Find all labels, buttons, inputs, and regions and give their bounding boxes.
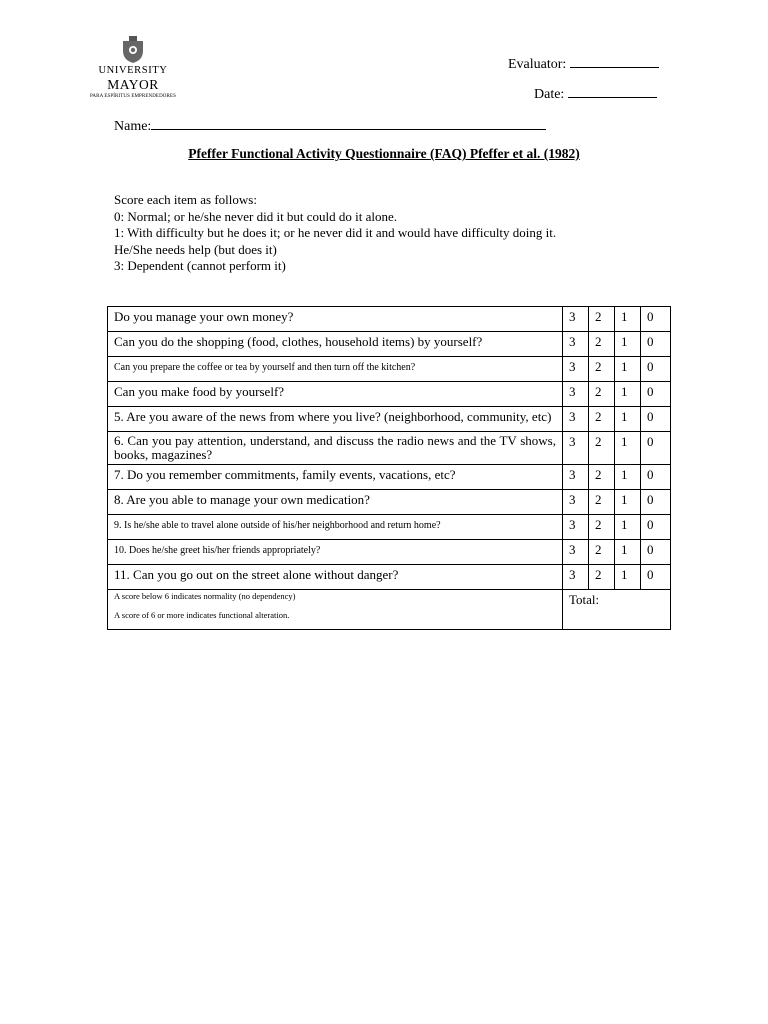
score-cell[interactable]: 3 [563,357,589,382]
logo-text-mayor: MAYOR [107,77,159,92]
question-text: 10. Does he/she greet his/her friends appropriately? [108,540,563,565]
score-cell[interactable]: 1 [615,357,641,382]
score-cell[interactable]: 2 [589,465,615,490]
score-cell[interactable]: 1 [615,490,641,515]
score-cell[interactable]: 1 [615,332,641,357]
name-blank[interactable] [151,115,546,130]
score-cell[interactable]: 3 [563,490,589,515]
date-field [534,83,657,103]
table-row [108,307,671,332]
score-cell[interactable]: 0 [641,382,671,407]
table-row [108,432,671,465]
question-text: 7. Do you remember commitments, family events, vacations, etc? [108,465,563,490]
question-text: Can you make food by yourself? [108,382,563,407]
name-field [114,115,546,135]
total-cell[interactable] [563,590,671,630]
score-cell[interactable]: 3 [563,432,589,465]
score-cell[interactable]: 1 [615,515,641,540]
score-cell[interactable]: 3 [563,382,589,407]
table-row [108,540,671,565]
faq-table [107,306,671,630]
score-cell[interactable]: 2 [589,515,615,540]
page-title: Pfeffer Functional Activity Questionnaire (FAQ) Pfeffer et al. (1982) [188,146,580,161]
shield-emblem-icon [122,36,144,64]
score-notes [108,590,563,630]
score-cell[interactable]: 3 [563,515,589,540]
score-cell[interactable]: 1 [615,540,641,565]
score-cell[interactable]: 0 [641,432,671,465]
logo-tagline: PARA ESPÍRITUS EMPRENDEDORES [90,94,176,99]
score-cell[interactable]: 0 [641,332,671,357]
date-blank[interactable] [568,83,657,98]
score-cell[interactable]: 3 [563,332,589,357]
score-cell[interactable]: 0 [641,490,671,515]
score-cell[interactable]: 0 [641,515,671,540]
score-cell[interactable]: 3 [563,307,589,332]
table-row [108,490,671,515]
table-row [108,382,671,407]
instruction-line: 1: With difficulty but he does it; or he never did it and would have difficulty doing it. [114,225,557,241]
university-logo [88,36,178,101]
name-label: Name: [114,119,152,134]
table-row [108,407,671,432]
note-alteration: A score of 6 or more indicates functional alteration. [114,610,290,620]
score-cell[interactable]: 2 [589,432,615,465]
score-cell[interactable]: 3 [563,540,589,565]
score-cell[interactable]: 3 [563,565,589,590]
table-row [108,515,671,540]
logo-text-university: UNIVERSITY [98,65,168,76]
score-cell[interactable]: 1 [615,307,641,332]
score-cell[interactable]: 1 [615,382,641,407]
instruction-line: 0: Normal; or he/she never did it but could do it alone. [114,208,398,224]
score-cell[interactable]: 2 [589,490,615,515]
table-row [108,565,671,590]
score-cell[interactable]: 1 [615,565,641,590]
question-text: 11. Can you go out on the street alone without danger? [108,565,563,590]
instruction-line: 3: Dependent (cannot perform it) [114,258,286,274]
note-normality: A score below 6 indicates normality (no dependency) [114,591,296,601]
score-cell[interactable]: 0 [641,540,671,565]
scoring-instructions [114,192,556,275]
table-row [108,357,671,382]
total-label: Total: [569,592,600,607]
question-text: 8. Are you able to manage your own medication? [108,490,563,515]
score-cell[interactable]: 2 [589,332,615,357]
score-cell[interactable]: 0 [641,465,671,490]
question-text: 6. Can you pay attention, understand, and discuss the radio news and the TV shows, books, magazines? [108,432,563,465]
score-cell[interactable]: 2 [589,382,615,407]
score-cell[interactable]: 0 [641,307,671,332]
table-row [108,465,671,490]
score-cell[interactable]: 3 [563,465,589,490]
score-cell[interactable]: 3 [563,407,589,432]
question-text: Can you prepare the coffee or tea by yourself and then turn off the kitchen? [108,357,563,382]
score-cell[interactable]: 2 [589,357,615,382]
evaluator-label: Evaluator: [508,57,567,72]
score-cell[interactable]: 2 [589,407,615,432]
date-label: Date: [534,87,565,102]
score-cell[interactable]: 1 [615,465,641,490]
score-cell[interactable]: 0 [641,407,671,432]
instruction-line: He/She needs help (but does it) [114,241,277,257]
instruction-line: Score each item as follows: [114,192,257,207]
evaluator-field [508,53,659,73]
score-cell[interactable]: 0 [641,565,671,590]
table-row [108,332,671,357]
question-text: Can you do the shopping (food, clothes, household items) by yourself? [108,332,563,357]
score-cell[interactable]: 1 [615,407,641,432]
score-cell[interactable]: 2 [589,565,615,590]
score-cell[interactable]: 1 [615,432,641,465]
score-cell[interactable]: 0 [641,357,671,382]
score-cell[interactable]: 2 [589,307,615,332]
question-text: 5. Are you aware of the news from where you live? (neighborhood, community, etc) [108,407,563,432]
score-cell[interactable]: 2 [589,540,615,565]
evaluator-blank[interactable] [570,53,659,68]
footer-row [108,590,671,630]
question-text: 9. Is he/she able to travel alone outside of his/her neighborhood and return home? [108,515,563,540]
question-text: Do you manage your own money? [108,307,563,332]
